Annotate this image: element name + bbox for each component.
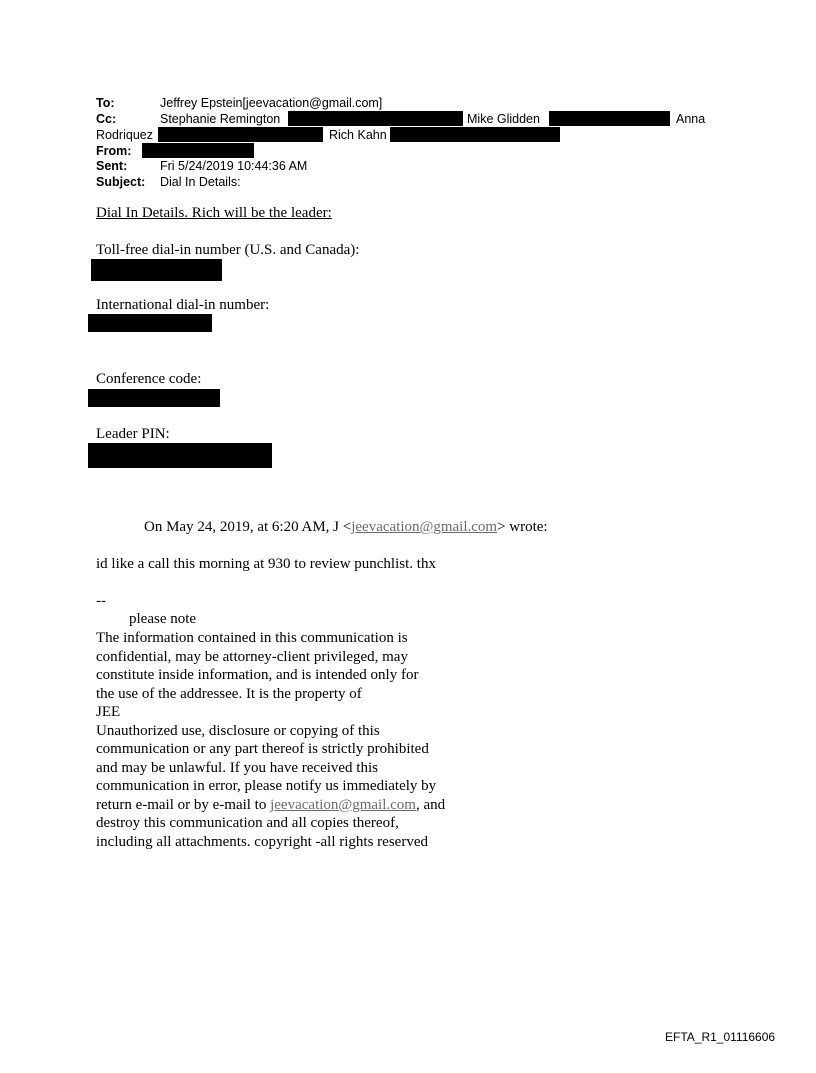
wrote-suffix: > wrote: (497, 519, 548, 535)
disclaimer-line: communication or any part thereof is strictly prohibited (96, 741, 429, 757)
cc-name-3: Anna (676, 112, 706, 126)
redaction-block (158, 127, 323, 142)
disclaimer-line: JEE (96, 704, 121, 720)
disclaimer-line: Unauthorized use, disclosure or copying of this (96, 722, 380, 739)
subject-value: Dial In Details: (160, 175, 241, 189)
cc-name-4: Rich Kahn (329, 128, 387, 142)
cc-label: Cc: (96, 112, 117, 126)
wrote-prefix: On May 24, 2019, at 6:20 AM, J < (144, 519, 352, 535)
subject-label: Subject: (96, 175, 146, 189)
intro-line: Dial In Details. Rich will be the leader: (96, 205, 332, 221)
cc-name-2: Mike Glidden (467, 112, 540, 126)
document-id: EFTA_R1_01116606 (665, 1030, 776, 1044)
sender-email-link[interactable]: jeevacation@gmail.com (351, 519, 498, 535)
international-label: International dial-in number: (96, 297, 270, 313)
disclaimer-line-with-email (96, 796, 445, 815)
redaction-block (88, 389, 220, 407)
redaction-block (91, 259, 222, 281)
wrote-line (144, 519, 548, 536)
return-suffix: , and (415, 796, 446, 813)
redaction-block (549, 111, 670, 126)
sent-label: Sent: (96, 159, 128, 173)
from-label: From: (96, 144, 132, 158)
disclaimer-email-link[interactable]: jeevacation@gmail.com (270, 796, 416, 813)
redaction-block (288, 111, 463, 126)
disclaimer-line: including all attachments. copyright -all rights reserved (96, 833, 428, 850)
redaction-block (142, 143, 254, 158)
disclaimer-line: The information contained in this communication is (96, 630, 408, 646)
signature-separator: -- (96, 593, 106, 609)
conference-label: Conference code: (96, 371, 202, 387)
sent-value: Fri 5/24/2019 10:44:36 AM (160, 159, 308, 173)
cc-name-3-cont: Rodriquez (96, 128, 153, 142)
disclaimer (96, 629, 445, 851)
disclaimer-line: the use of the addressee. It is the property of (96, 685, 362, 702)
to-value: Jeffrey Epstein[jeevacation@gmail.com] (160, 96, 383, 110)
disclaimer-line: constitute inside information, and is intended only for (96, 667, 419, 683)
disclaimer-line: destroy this communication and all copies thereof, (96, 815, 399, 831)
redaction-block (390, 127, 560, 142)
redaction-block (88, 314, 212, 332)
return-prefix: return e-mail or by e-mail to (96, 796, 271, 813)
disclaimer-line: confidential, may be attorney-client privileged, may (96, 648, 408, 665)
redaction-block (88, 443, 272, 468)
disclaimer-line: communication in error, please notify us immediately by (96, 778, 437, 794)
message-text: id like a call this morning at 930 to review punchlist. thx (96, 556, 436, 572)
disclaimer-line: and may be unlawful. If you have received this (96, 759, 378, 776)
leader-pin-label: Leader PIN: (96, 426, 170, 442)
please-note: please note (129, 611, 197, 627)
to-label: To: (96, 96, 115, 110)
tollfree-label: Toll-free dial-in number (U.S. and Canada): (96, 242, 360, 258)
cc-name-1: Stephanie Remington (160, 112, 281, 126)
